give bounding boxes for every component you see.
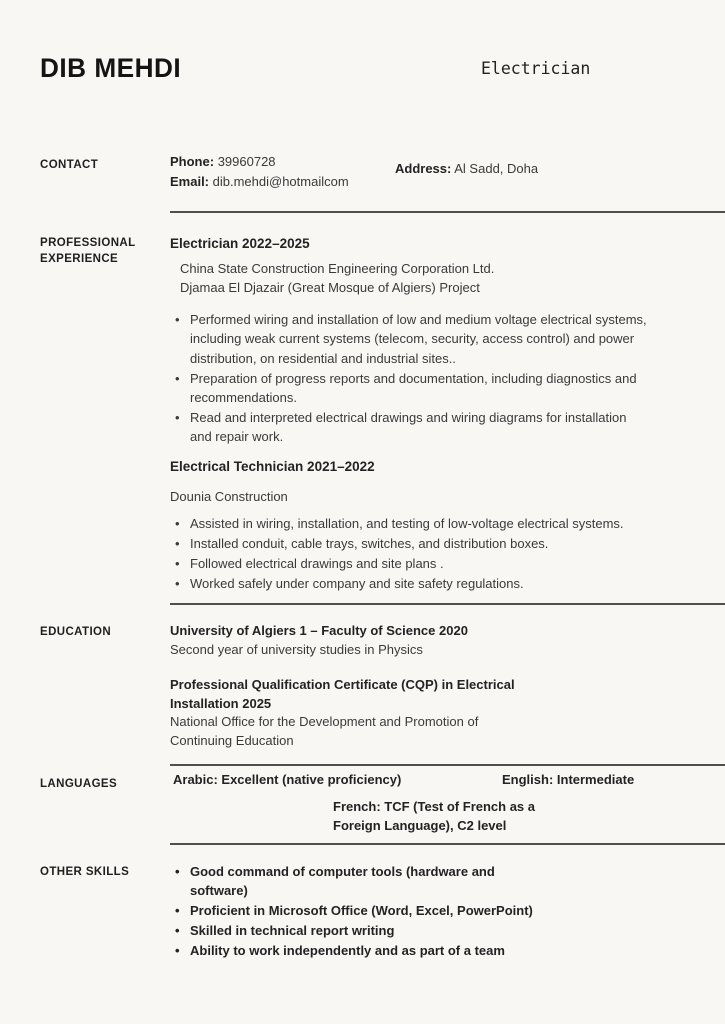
education-entry <box>170 622 572 659</box>
skill-bullet: • Skilled in technical report writing <box>170 921 542 940</box>
skill-bullet: • Proficient in Microsoft Office (Word, Excel, PowerPoint) <box>170 901 542 920</box>
job-bullet: • Installed conduit, cable trays, switches, and distribution boxes. <box>170 534 648 553</box>
contact-phone-row <box>170 152 349 172</box>
section-label-education: EDUCATION <box>40 626 112 638</box>
email-value: dib.mehdi@hotmailcom <box>212 174 349 189</box>
education-entry <box>170 676 572 750</box>
experience-block <box>170 234 648 593</box>
divider-contact <box>170 211 725 213</box>
job-bullet: • Performed wiring and installation of low and medium voltage electrical systems, including weak current systems (telecom, security, access control) and power distribution, on residential and industrial sites.. <box>170 310 648 368</box>
education-subtitle: Second year of university studies in Physics <box>170 641 423 657</box>
job-company: China State Construction Engineering Corporation Ltd. <box>180 261 495 276</box>
address-value: Al Sadd, Doha <box>454 161 539 176</box>
job-company-block <box>170 259 648 297</box>
job-bullet: • Read and interpreted electrical drawings and wiring diagrams for installation and repair work. <box>170 408 648 447</box>
divider-languages <box>170 843 725 845</box>
candidate-name: DIB MEHDI <box>40 53 182 83</box>
language-english: English: Intermediate <box>502 772 635 787</box>
contact-address-row <box>395 159 538 178</box>
divider-experience <box>170 603 725 605</box>
job-title-dates: Electrical Technician 2021–2022 <box>170 458 375 474</box>
language-arabic: Arabic: Excellent (native proficiency) <box>173 772 402 787</box>
phone-label: Phone: <box>170 154 215 169</box>
section-label-other-skills: OTHER SKILLS <box>40 866 130 878</box>
job-bullet-list <box>170 514 648 593</box>
education-title: Professional Qualification Certificate (CQP) in Electrical Installation 2025 <box>170 677 515 711</box>
education-block <box>170 622 572 750</box>
job-entry <box>170 457 648 593</box>
skill-bullet: • Good command of computer tools (hardware and software) <box>170 862 542 901</box>
job-bullet: • Assisted in wiring, installation, and testing of low-voltage electrical systems. <box>170 514 648 533</box>
job-title-dates: Electrician 2022–2025 <box>170 236 310 251</box>
language-french: French: TCF (Test of French as a Foreign Language), C2 level <box>333 799 536 833</box>
candidate-job-title: Electrician <box>481 59 591 78</box>
contact-email-row <box>170 172 349 192</box>
job-bullet: • Preparation of progress reports and documentation, including diagnostics and recommendations. <box>170 369 648 408</box>
section-label-languages: LANGUAGES <box>40 778 118 790</box>
section-label-contact: CONTACT <box>40 159 99 171</box>
phone-value: 39960728 <box>217 154 276 169</box>
address-label: Address: <box>395 161 452 176</box>
education-subtitle: National Office for the Development and Promotion of Continuing Education <box>170 714 479 748</box>
divider-education <box>170 764 725 766</box>
job-bullet: • Followed electrical drawings and site plans . <box>170 554 648 573</box>
job-company: Dounia Construction <box>170 488 288 504</box>
email-label: Email: <box>170 174 210 189</box>
skill-bullet: • Ability to work independently and as part of a team <box>170 941 542 960</box>
job-project: Djamaa El Djazair (Great Mosque of Algiers) Project <box>180 280 480 295</box>
job-bullet-list <box>170 310 648 447</box>
skills-bullet-list <box>170 862 542 961</box>
job-entry <box>170 234 648 447</box>
contact-block <box>170 152 349 192</box>
other-skills-block <box>170 862 542 961</box>
section-label-experience: PROFESSIONAL EXPERIENCE <box>40 237 136 265</box>
education-title: University of Algiers 1 – Faculty of Science 2020 <box>170 623 468 638</box>
job-bullet: • Worked safely under company and site safety regulations. <box>170 574 648 593</box>
